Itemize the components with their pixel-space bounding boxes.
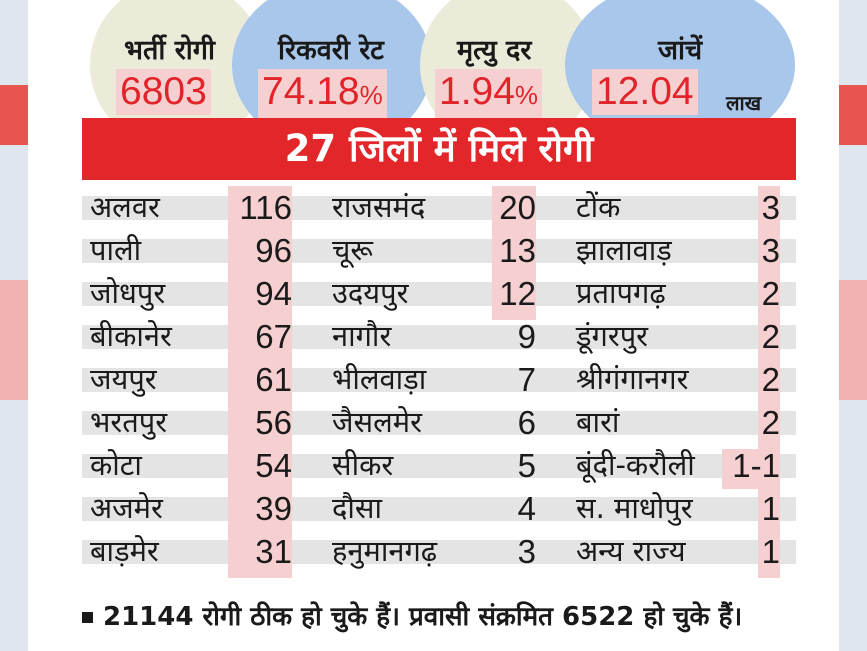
- district-name: राजसमंद: [332, 190, 426, 224]
- district-count: 9: [517, 318, 536, 355]
- district-count: 116: [239, 189, 292, 226]
- district-name: भरतपुर: [90, 405, 168, 439]
- footnote: [82, 597, 796, 633]
- district-count: 56: [255, 404, 292, 441]
- district-name: बारां: [576, 405, 620, 439]
- district-count: 2: [761, 361, 780, 398]
- district-count: 4: [517, 490, 536, 527]
- stat-label-death-rate: मृत्यु दर: [457, 35, 532, 66]
- bullet-icon: [82, 612, 93, 623]
- district-name: जैसलमेर: [332, 405, 422, 439]
- district-name: जोधपुर: [90, 276, 166, 310]
- district-count: 2: [761, 275, 780, 312]
- district-count: 1: [761, 490, 780, 527]
- left-edge-stripe-pink: [0, 280, 28, 400]
- district-name: बाड़मेर: [90, 534, 159, 568]
- district-name: दौसा: [332, 491, 383, 525]
- right-edge-stripe-pink: [839, 280, 867, 400]
- district-name: भीलवाड़ा: [332, 362, 427, 396]
- district-name: डूंगरपुर: [576, 319, 649, 353]
- district-name: नागौर: [332, 319, 392, 353]
- district-name: जयपुर: [90, 362, 157, 396]
- district-name: अलवर: [90, 190, 160, 224]
- district-count: 3: [761, 189, 780, 226]
- left-edge-stripe: [0, 85, 28, 145]
- right-edge-stripe: [839, 85, 867, 145]
- district-count: 7: [517, 361, 536, 398]
- district-count: 2: [761, 404, 780, 441]
- district-count: 94: [255, 275, 292, 312]
- district-name: चूरू: [332, 233, 373, 267]
- district-count: 96: [255, 232, 292, 269]
- stat-label-tests: जांचें: [658, 35, 703, 66]
- district-count: 2: [761, 318, 780, 355]
- district-count: 1: [761, 533, 780, 570]
- district-count: 13: [499, 232, 536, 269]
- district-name: अजमेर: [90, 491, 163, 525]
- footnote-text: 21144 रोगी ठीक हो चुके हैं। प्रवासी संक्रमित 6522 हो चुके हैं।: [103, 602, 743, 632]
- district-name: अन्य राज्य: [576, 534, 686, 568]
- districts-banner: 27 जिलों में मिले रोगी: [82, 118, 796, 180]
- district-count: 3: [517, 533, 536, 570]
- district-count: 31: [255, 533, 292, 570]
- district-name: सीकर: [332, 448, 394, 482]
- district-name: बूंदी-करौली: [576, 448, 695, 482]
- district-name: पाली: [90, 233, 142, 267]
- stat-value-recovery: 74.18%: [258, 69, 387, 118]
- district-count: 54: [255, 447, 292, 484]
- district-name: हनुमानगढ़: [332, 534, 438, 568]
- district-name: कोटा: [90, 448, 142, 482]
- row-stripe: [82, 196, 796, 220]
- stat-value-admitted: 6803: [116, 69, 211, 115]
- district-count: 67: [255, 318, 292, 355]
- district-count: 5: [517, 447, 536, 484]
- district-name: बीकानेर: [90, 319, 172, 353]
- stat-value-tests: 12.04: [592, 69, 698, 115]
- stat-value-death-rate: 1.94%: [435, 69, 542, 118]
- district-table: [82, 186, 796, 578]
- district-count: 3: [761, 232, 780, 269]
- district-name: टोंक: [576, 190, 621, 224]
- stat-label-admitted: भर्ती रोगी: [124, 35, 215, 66]
- district-name: प्रतापगढ़: [576, 276, 666, 310]
- district-count: 61: [255, 361, 292, 398]
- stat-unit-tests: लाख: [726, 91, 762, 115]
- district-name: श्रीगंगानगर: [576, 362, 689, 396]
- district-name: स. माधोपुर: [576, 491, 693, 525]
- row-stripe: [82, 325, 796, 349]
- district-count: 1-1: [732, 447, 780, 484]
- district-name: उदयपुर: [332, 276, 409, 310]
- district-count: 20: [499, 189, 536, 226]
- district-count: 12: [499, 275, 536, 312]
- row-stripe: [82, 239, 796, 263]
- district-name: झालावाड़: [576, 233, 672, 267]
- district-count: 39: [255, 490, 292, 527]
- row-stripe: [82, 282, 796, 306]
- row-stripe: [82, 411, 796, 435]
- stat-label-recovery: रिकवरी रेट: [278, 35, 384, 66]
- district-count: 6: [517, 404, 536, 441]
- row-stripe: [82, 540, 796, 564]
